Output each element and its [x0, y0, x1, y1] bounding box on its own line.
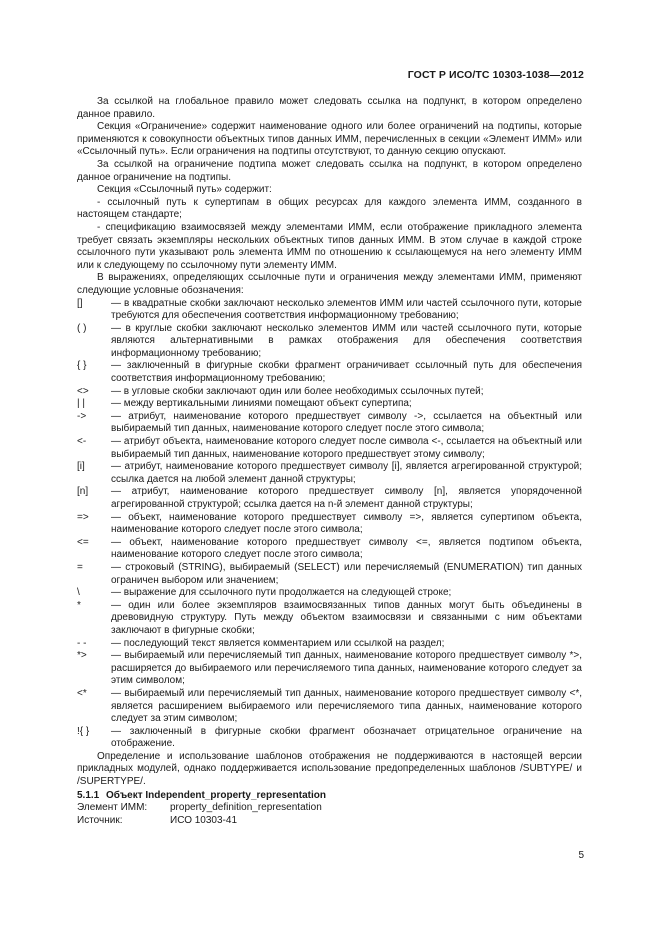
- notation-item: [77, 726, 582, 751]
- notation-symbol: [n]: [77, 486, 89, 498]
- notation-symbol: []: [77, 297, 83, 309]
- notation-symbol: <>: [77, 385, 89, 397]
- mapping-value: property_definition_representation: [170, 802, 322, 814]
- mapping-key: Элемент ИММ:: [77, 802, 148, 814]
- notation-item: [77, 461, 582, 486]
- notation-symbol: !{ }: [77, 725, 90, 737]
- notation-text: — объект, наименование которого предшествует символу =>, является супертипом объекта, наименование которого следует после этого символа;: [111, 511, 582, 536]
- notation-item: [77, 537, 582, 562]
- notation-item: [77, 688, 582, 726]
- mapping-row: [77, 815, 582, 828]
- notation-item: [77, 562, 582, 587]
- page-number: 5: [578, 850, 584, 861]
- notation-text: — атрибут, наименование которого предшествует символу ->, ссылается на объектный или выбираемый тип данных, наименование которого следует после этого символа;: [111, 410, 582, 435]
- notation-symbol: =: [77, 561, 83, 573]
- notation-item: [77, 360, 582, 385]
- mapping-row: [77, 802, 582, 815]
- notation-item: [77, 638, 582, 651]
- notation-text: — последующий текст является комментарием или ссылкой на раздел;: [111, 637, 445, 649]
- paragraph: В выражениях, определяющих ссылочные пути и ограничения между элементами ИММ, применяют следующие условные обозначения:: [77, 272, 582, 296]
- notation-text: — заключенный в фигурные скобки фрагмент ограничивает ссылочный путь для обеспечения соответствия информационному требованию;: [111, 360, 582, 385]
- document-body: [77, 96, 582, 827]
- standard-header: ГОСТ Р ИСО/ТС 10303-1038—2012: [407, 69, 584, 81]
- notation-text: — в квадратные скобки заключают несколько элементов ИММ или частей ссылочного пути, которые требуются для обеспечения соответствия информационному требованию;: [111, 297, 582, 322]
- notation-symbol: <-: [77, 436, 87, 448]
- mapping-value: ИСО 10303-41: [170, 814, 238, 826]
- mapping-table: [77, 802, 582, 827]
- mapping-key: Источник:: [77, 814, 123, 826]
- notation-symbol: ->: [77, 410, 87, 422]
- notation-text: — выбираемый или перечисляемый тип данных, наименование которого предшествует символу <*, является расширением выбираемого или перечисляемого типа данных, наименование которого следует за этим символом;: [111, 687, 582, 725]
- notation-text: — атрибут, наименование которого предшествует символу [i], является агрегированной структурой; ссылка дается на любой элемент данной структуры;: [111, 461, 582, 485]
- notation-text: — выражение для ссылочного пути продолжается на следующей строке;: [111, 587, 452, 599]
- list-item: - спецификацию взаимосвязей между элементами ИММ, если отображение прикладного элемента требует связать экземпляры нескольких объектных типов данных ИММ. В этом случае в каждой строке ссылочного пути указывают роль элемента ИММ по отношению к ссылающемуся на него элементу ИММ или к следующему по ссылочному пути элементу ИММ.: [77, 221, 582, 271]
- notation-item: [77, 436, 582, 461]
- notation-text: — между вертикальными линиями помещают объект супертипа;: [111, 398, 412, 410]
- notation-item: [77, 587, 582, 600]
- notation-item: [77, 486, 582, 511]
- notation-list: [77, 298, 582, 751]
- notation-text: — атрибут объекта, наименование которого следует после символа <-, ссылается на объектный или выбираемый тип данных, наименование которого предшествует этому символу;: [111, 436, 582, 460]
- notation-symbol: *: [77, 599, 81, 611]
- notation-item: [77, 298, 582, 323]
- notation-symbol: ( ): [77, 322, 87, 334]
- notation-text: — заключенный в фигурные скобки фрагмент обозначает отрицательное ограничение на отображение.: [111, 725, 582, 750]
- paragraph: Секция «Ограничение» содержит наименование одного или более ограничений на подтипы, которые применяются к совокупности объектных типов данных ИММ, перечисленных в секции «Элемент ИММ» или «Ссылочный путь». Если ограничения на подтипы отсутствуют, то данную секцию опускают.: [77, 121, 582, 158]
- notation-text: — выбираемый или перечисляемый тип данных, наименование которого предшествует символу *>, расширяется до выбираемого или перечисляемого типа данных, наименование которого следует за этим символом;: [111, 650, 582, 687]
- notation-symbol: [i]: [77, 461, 85, 473]
- paragraph: За ссылкой на глобальное правило может следовать ссылка на подпункт, в котором определено данное правило.: [77, 96, 582, 120]
- notation-symbol: <*: [77, 687, 87, 699]
- list-item: - ссылочный путь к супертипам в общих ресурсах для каждого элемента ИММ, созданного в настоящем стандарте;: [77, 196, 582, 221]
- notation-text: — строковый (STRING), выбираемый (SELECT) или перечисляемый (ENUMERATION) тип данных ограничен выбором или значением;: [111, 561, 582, 586]
- section-number: 5.1.1: [77, 789, 100, 801]
- paragraph: Секция «Ссылочный путь» содержит:: [97, 184, 272, 196]
- section-heading: [77, 790, 582, 803]
- notation-text: — в круглые скобки заключают несколько элементов ИММ или частей ссылочного пути, которые являются альтернативными в рамках отображения для обеспечения соответствия информационному требованию;: [111, 322, 582, 359]
- notation-item: [77, 512, 582, 537]
- paragraph: За ссылкой на ограничение подтипа может следовать ссылка на подпункт, в котором определено данное ограничение на подтипы.: [77, 158, 582, 183]
- notation-item: [77, 600, 582, 638]
- notation-symbol: <=: [77, 536, 89, 548]
- notation-text: — один или более экземпляров взаимосвязанных типов данных могут быть объединены в древовидную структуру. Путь между объектом взаимосвязи и связанными с ним объектами заключают в фигурные скобки;: [111, 599, 582, 636]
- notation-symbol: - -: [77, 637, 87, 649]
- notation-symbol: | |: [77, 398, 85, 410]
- paragraph: Определение и использование шаблонов отображения не поддерживаются в настоящей версии прикладных модулей, однако поддерживается использование предопределенных шаблонов /SUBTYPE/ и /SUPERTYPE/.: [77, 750, 582, 788]
- notation-item: [77, 650, 582, 688]
- notation-item: [77, 386, 582, 399]
- notation-text: — атрибут, наименование которого предшествует символу [n], является упорядоченной агрегированной структурой; ссылка дается на n-й элемент данной структуры;: [111, 486, 582, 510]
- notation-symbol: *>: [77, 650, 87, 662]
- notation-item: [77, 398, 582, 411]
- notation-text: — объект, наименование которого предшествует символу <=, является подтипом объекта, наименование которого следует после этого символа;: [111, 536, 582, 561]
- section-title: Объект Independent_property_representation: [106, 789, 326, 801]
- notation-text: — в угловые скобки заключают один или более необходимых ссылочных путей;: [111, 385, 484, 397]
- notation-item: [77, 323, 582, 361]
- notation-symbol: =>: [77, 511, 89, 523]
- notation-symbol: \: [77, 587, 80, 599]
- notation-item: [77, 411, 582, 436]
- notation-symbol: { }: [77, 360, 87, 372]
